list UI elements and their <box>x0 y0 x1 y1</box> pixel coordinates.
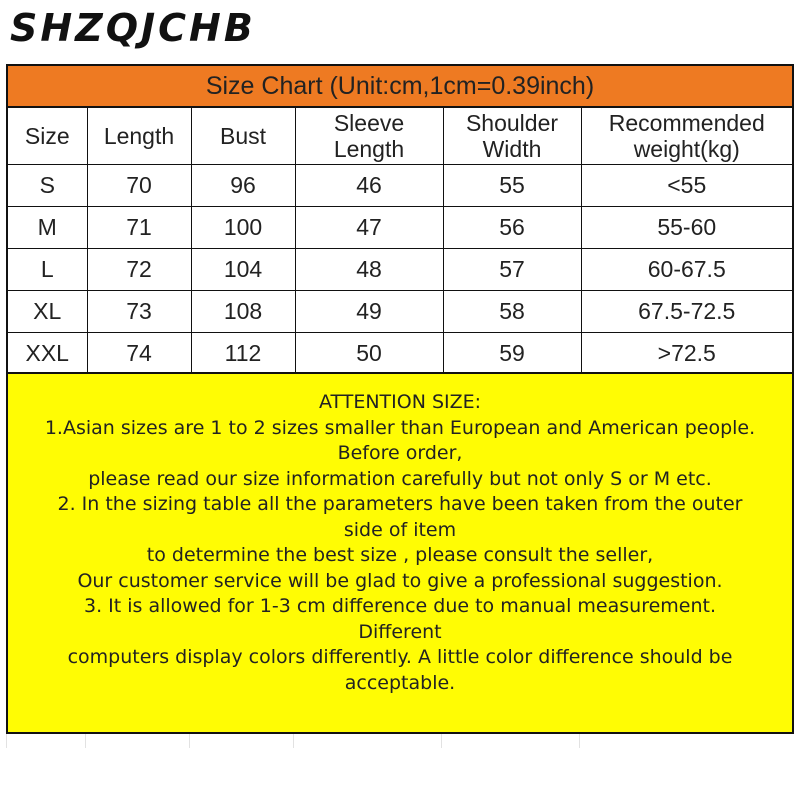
brand-logo: SHZQJCHB <box>10 6 256 50</box>
header-shoulder-width: Shoulder Width <box>443 108 581 164</box>
table-row <box>8 332 792 374</box>
cell-sleeve-length: 48 <box>295 248 443 290</box>
attention-line: please read our size information carefully but not only S or M etc. <box>88 467 712 490</box>
header-recommended-weight: Recommended weight(kg) <box>581 108 792 164</box>
attention-line: Different <box>358 620 442 643</box>
header-sleeve-length: Sleeve Length <box>295 108 443 164</box>
cell-shoulder-width: 58 <box>443 290 581 332</box>
cell-bust: 112 <box>191 332 295 374</box>
cell-size: S <box>8 164 87 206</box>
cell-size: XL <box>8 290 87 332</box>
cell-bust: 96 <box>191 164 295 206</box>
cell-bust: 100 <box>191 206 295 248</box>
cell-recommended-weight: 67.5-72.5 <box>581 290 792 332</box>
size-chart-title: Size Chart (Unit:cm,1cm=0.39inch) <box>8 66 792 108</box>
header-bust: Bust <box>191 108 295 164</box>
cell-shoulder-width: 56 <box>443 206 581 248</box>
attention-line: Before order, <box>337 442 463 464</box>
cell-length: 73 <box>87 290 191 332</box>
grid-line <box>85 734 189 748</box>
cell-sleeve-length: 50 <box>295 332 443 374</box>
size-chart <box>6 64 794 376</box>
cell-length: 72 <box>87 248 191 290</box>
cell-bust: 104 <box>191 248 295 290</box>
cell-size: M <box>8 206 87 248</box>
cell-shoulder-width: 55 <box>443 164 581 206</box>
cell-recommended-weight: >72.5 <box>581 332 792 374</box>
grid-line <box>441 734 579 748</box>
cell-recommended-weight: <55 <box>581 164 792 206</box>
attention-line: to determine the best size , please consult the seller, <box>146 544 654 566</box>
grid-line <box>293 734 441 748</box>
cell-length: 70 <box>87 164 191 206</box>
cell-length: 71 <box>87 206 191 248</box>
cell-size: XXL <box>8 332 87 374</box>
table-row <box>8 206 792 248</box>
attention-line: 1.Asian sizes are 1 to 2 sizes smaller than European and American people. <box>44 416 756 439</box>
grid-line <box>579 734 790 748</box>
faint-grid-lines <box>6 734 794 748</box>
cell-recommended-weight: 60-67.5 <box>581 248 792 290</box>
header-length: Length <box>87 108 191 164</box>
attention-notice <box>6 372 794 734</box>
attention-line: Our customer service will be glad to give a professional suggestion. <box>77 569 723 592</box>
attention-line: 3. It is allowed for 1-3 cm difference due to manual measurement. <box>83 595 717 617</box>
attention-line: side of item <box>343 518 457 541</box>
cell-length: 74 <box>87 332 191 374</box>
table-row <box>8 290 792 332</box>
cell-sleeve-length: 49 <box>295 290 443 332</box>
cell-shoulder-width: 57 <box>443 248 581 290</box>
attention-line: computers display colors differently. A little color difference should be <box>67 646 733 668</box>
attention-heading: ATTENTION SIZE: <box>318 391 482 413</box>
attention-line: 2. In the sizing table all the parameters have been taken from the outer <box>57 493 743 515</box>
cell-bust: 108 <box>191 290 295 332</box>
size-table <box>8 108 792 374</box>
grid-line <box>189 734 293 748</box>
attention-line: acceptable. <box>344 671 456 694</box>
table-row <box>8 248 792 290</box>
cell-sleeve-length: 47 <box>295 206 443 248</box>
cell-recommended-weight: 55-60 <box>581 206 792 248</box>
grid-line <box>6 734 85 748</box>
table-row <box>8 164 792 206</box>
header-size: Size <box>8 108 87 164</box>
cell-shoulder-width: 59 <box>443 332 581 374</box>
cell-size: L <box>8 248 87 290</box>
cell-sleeve-length: 46 <box>295 164 443 206</box>
size-table-header-row <box>8 108 792 164</box>
